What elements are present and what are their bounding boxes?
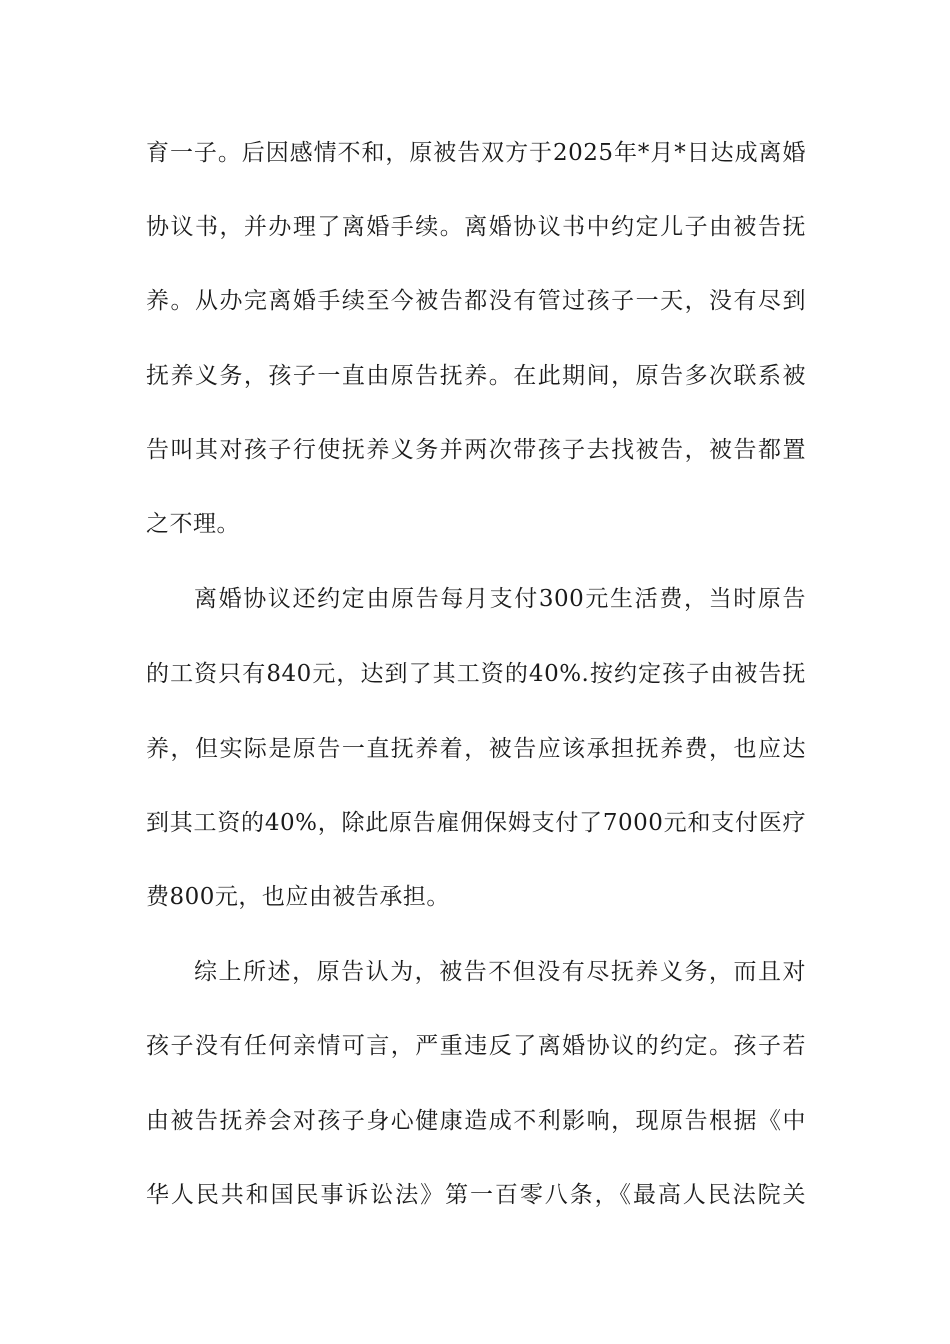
text-line: 费800元，也应由被告承担。 xyxy=(146,884,450,910)
text-line: 养，但实际是原告一直抚养着，被告应该承担抚养费，也应达 xyxy=(146,736,806,762)
text-line: 抚养义务，孩子一直由原告抚养。在此期间，原告多次联系被 xyxy=(146,363,806,389)
text-line: 华人民共和国民事诉讼法》第一百零八条，《最高人民法院关 xyxy=(146,1182,806,1208)
text-line: 告叫其对孩子行使抚养义务并两次带孩子去找被告，被告都置 xyxy=(146,437,806,463)
text-line: 之不理。 xyxy=(146,511,240,537)
text-line: 的工资只有840元，达到了其工资的40%.按约定孩子由被告抚 xyxy=(146,661,806,687)
text-line: 养。从办完离婚手续至今被告都没有管过孩子一天，没有尽到 xyxy=(146,288,806,314)
text-line: 协议书，并办理了离婚手续。离婚协议书中约定儿子由被告抚 xyxy=(146,214,806,240)
text-line: 由被告抚养会对孩子身心健康造成不利影响，现原告根据《中 xyxy=(146,1108,806,1134)
text-line: 孩子没有任何亲情可言，严重违反了离婚协议的约定。孩子若 xyxy=(146,1033,806,1059)
text-line: 育一子。后因感情不和，原被告双方于2025年*月*日达成离婚 xyxy=(146,140,806,166)
paragraph-first-line: 综上所述，原告认为，被告不但没有尽抚养义务，而且对 xyxy=(194,959,806,985)
paragraph-first-line: 离婚协议还约定由原告每月支付300元生活费，当时原告 xyxy=(194,586,806,612)
text-line: 到其工资的40%，除此原告雇佣保姆支付了7000元和支付医疗 xyxy=(146,810,806,836)
